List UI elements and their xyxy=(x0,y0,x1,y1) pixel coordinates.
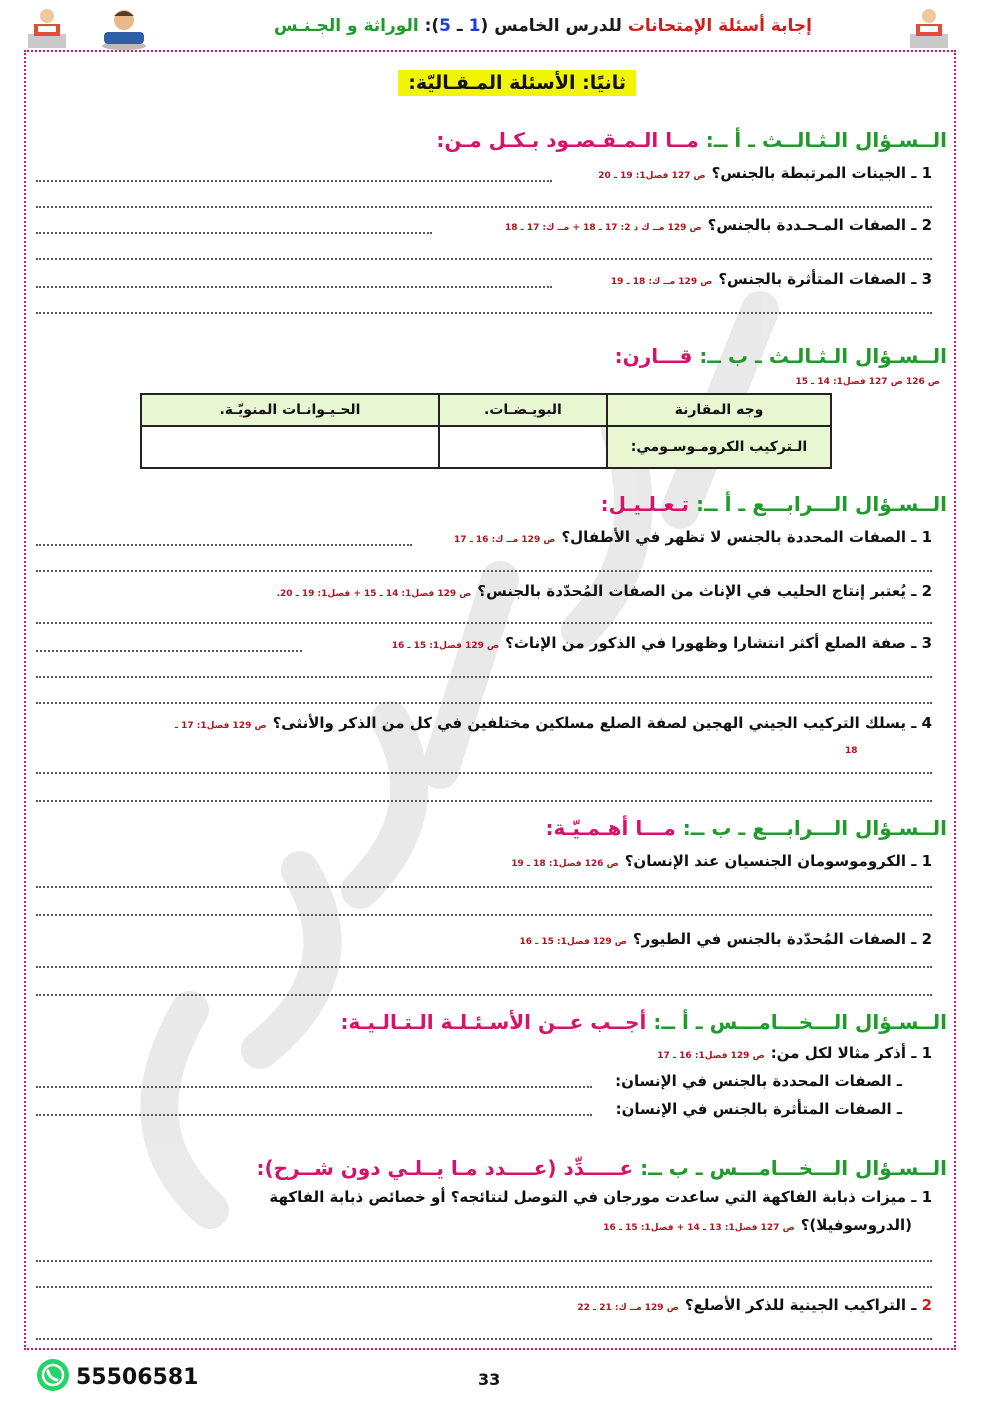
answer-line[interactable] xyxy=(36,1286,932,1288)
page-number: 33 xyxy=(478,1370,501,1389)
question-3a-item-3: 3 ـ الصفات المتأثرة بالجنس؟ص 129 مــ ك: 18 ـ 19 xyxy=(610,270,932,288)
answer-line[interactable] xyxy=(36,312,932,314)
whatsapp-icon xyxy=(36,1358,70,1392)
phone-number[interactable]: 55506581 xyxy=(76,1365,199,1390)
question-4b-heading: الــسـؤال الـــرابـــع ـ ب ــ: مـــا أهـمـيّـة: xyxy=(545,816,947,840)
answer-line[interactable] xyxy=(36,914,932,916)
reading-student-icon xyxy=(904,6,954,50)
answer-line[interactable] xyxy=(36,676,932,678)
answer-line[interactable] xyxy=(36,800,932,802)
answer-line[interactable] xyxy=(36,1260,932,1262)
answer-line[interactable] xyxy=(36,180,552,182)
answer-line[interactable] xyxy=(36,1086,592,1088)
answer-line[interactable] xyxy=(36,206,932,208)
answer-line[interactable] xyxy=(36,544,412,546)
page-frame xyxy=(24,50,956,1350)
question-4a-item-4-reference-cont: 18 xyxy=(845,746,858,756)
answer-line[interactable] xyxy=(36,772,932,774)
question-5b-item-2: 2 ـ التراكيب الجينية للذكر الأصلع؟ص 129 مــ ك: 21 ـ 22 xyxy=(577,1296,932,1314)
question-4a-item-1: 1 ـ الصفات المحددة بالجنس لا تظهر في الأطفال؟ص 129 مــ ك: 16 ـ 17 xyxy=(454,528,932,546)
question-5b-item-1: 1 ـ ميزات ذبابة الفاكهة التي ساعدت مورجان في التوصل لنتائجه؟ أو خصائص ذبابة الفاكهة xyxy=(269,1188,932,1206)
question-4b-item-1: 1 ـ الكروموسومان الجنسيان عند الإنسان؟ص 126 فصل1: 18 ـ 19 xyxy=(511,852,932,870)
answer-line[interactable] xyxy=(36,994,932,996)
reading-student-icon xyxy=(22,6,72,50)
question-5b-item-1-cont: (الدروسوفيلا)؟ص 127 فصل1: 13 ـ 14 + فصل1: 15 ـ 16 xyxy=(603,1216,912,1234)
question-4a-item-2: 2 ـ يُعتبر إنتاج الحليب في الإناث من الصفات المُحدّدة بالجنس؟ص 129 فصل1: 14 ـ 15 + فصل1: 19 ـ 20. xyxy=(276,582,932,600)
table-header: وجه المقارنة xyxy=(607,394,831,426)
question-3a-item-2: 2 ـ الصفات المـحـددة بالجنس؟ص 129 مــ ك د 2: 17 ـ 18 + مــ ك: 17 ـ 18 xyxy=(505,216,932,234)
question-4a-item-4: 4 ـ يسلك التركيب الجيني الهجين لصفة الصلع مسلكين مختلفين في كل من الذكر والأنثى؟ص 129 فصل1: 17 ـ xyxy=(174,714,932,732)
answer-line[interactable] xyxy=(36,570,932,572)
question-5a-subitem-1: ـ الصفات المحددة بالجنس في الإنسان: xyxy=(615,1072,902,1090)
answer-line[interactable] xyxy=(36,1114,592,1116)
table-header: الحـيـوانـات المنويّـة. xyxy=(141,394,439,426)
question-4a-item-3: 3 ـ صفة الصلع أكثر انتشارا وظهورا في الذكور من الإناث؟ص 129 فصل1: 15 ـ 16 xyxy=(391,634,932,652)
answer-line[interactable] xyxy=(36,966,932,968)
question-5b-heading: الــسـؤال الـــخـــامـــس ـ ب ــ: عـــــدِّد (عــــدد مـا يــلـي دون شــرح): xyxy=(256,1156,947,1180)
question-5a-item-1: 1 ـ أذكر مثالا لكل من:ص 129 فصل1: 16 ـ 17 xyxy=(657,1044,932,1062)
table-cell-answer[interactable] xyxy=(141,426,439,468)
question-3a-item-1: 1 ـ الجينات المرتبطة بالجنس؟ص 127 فصل1: 19 ـ 20 xyxy=(598,164,932,182)
answer-line[interactable] xyxy=(36,258,932,260)
answer-line[interactable] xyxy=(36,650,302,652)
answer-line[interactable] xyxy=(36,886,932,888)
answer-line[interactable] xyxy=(36,232,432,234)
question-5a-subitem-2: ـ الصفات المتأثرة بالجنس في الإنسان: xyxy=(615,1100,902,1118)
table-cell-answer[interactable] xyxy=(439,426,607,468)
answer-line[interactable] xyxy=(36,286,552,288)
question-5a-heading: الــسـؤال الـــخـــامـــس ـ أ ــ: أجــب عــن الأسـئـلـة الـتـالـيـة: xyxy=(340,1010,947,1034)
table-header: البويـضـات. xyxy=(439,394,607,426)
comparison-table xyxy=(140,393,832,469)
thinking-person-icon xyxy=(100,6,148,50)
answer-line[interactable] xyxy=(36,1338,932,1340)
answer-line[interactable] xyxy=(36,622,932,624)
page-title: إجابة أسئلة الإمتحانات للدرس الخامس (1 ـ 5): الوراثة و الجـنـس xyxy=(274,16,812,36)
section-title: ثانيًا: الأسئلة المـقـاليّة: xyxy=(398,70,636,96)
question-4a-heading: الــسـؤال الـــرابـــع ـ أ ــ: تـعـلـيـل: xyxy=(600,492,947,516)
question-4b-item-2: 2 ـ الصفات المُحدّدة بالجنس في الطيور؟ص 129 فصل1: 15 ـ 16 xyxy=(519,930,932,948)
question-3b-reference: ص 126 ص 127 فصل1: 14 ـ 15 xyxy=(795,377,940,387)
question-3a-heading: الــسـؤال الـثـالــث ـ أ ــ: مــا الـمـقـصـود بـكـل مـن: xyxy=(436,128,947,152)
answer-line[interactable] xyxy=(36,702,932,704)
question-3b-heading: الــسـؤال الـثـالـث ـ ب ــ: قـــارن: xyxy=(614,344,947,368)
table-row-label: الـتركيب الكرومـوسـومي: xyxy=(607,426,831,468)
